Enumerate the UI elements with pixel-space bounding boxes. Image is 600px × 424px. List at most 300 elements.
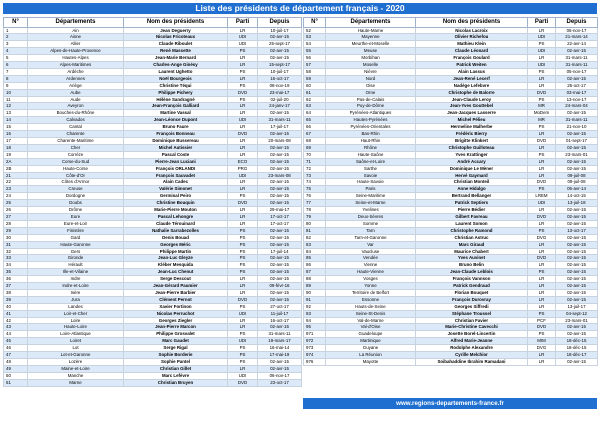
cell-num: 71 [304,158,326,165]
cell-parti: PS [528,124,556,131]
cell-president: Patrick Gendraud [416,283,528,290]
cell-parti: LR [228,27,258,34]
cell-president: Maurice Chabert [416,248,528,255]
cell-departement: Vosges [326,276,416,283]
cell-departement: Maine-et-Loire [28,365,124,372]
cell-president: Jean-Gérard Paumier [124,283,228,290]
cell-num: 92 [304,303,326,310]
cell-depuis: 03-mai-17 [556,89,598,96]
table-row [304,324,598,331]
cell-departement: Hauts-de-Seine [326,303,416,310]
cell-depuis: 02-avr-15 [258,200,302,207]
cell-departement: Haute-Loire [28,324,124,331]
cell-depuis: 25-sept-17 [258,41,302,48]
cell-president: Christophe Ramond [416,227,528,234]
cell-depuis: 09-juil-08 [556,172,598,179]
cell-depuis: 02-avr-15 [556,48,598,55]
cell-president: Jean Deguerry [124,27,228,34]
cell-parti: UDI [228,41,258,48]
cell-num: 88 [304,276,326,283]
cell-depuis: 02-avr-15 [258,48,302,55]
cell-parti: UDI [228,338,258,345]
cell-depuis: 05-avr-14 [556,186,598,193]
cell-departement: Yvelines [326,207,416,214]
cell-parti: PS [228,352,258,359]
cell-departement: Seine-St-Denis [326,310,416,317]
cell-num: 75 [304,186,326,193]
cell-parti: PS [228,262,258,269]
table-row [304,158,598,165]
table-row [4,352,302,359]
table-row [304,310,598,317]
cell-depuis: 13-juil-17 [556,303,598,310]
cell-depuis: 23-mars-01 [556,151,598,158]
cell-departement: Martinique [326,338,416,345]
cell-num: 14 [4,117,28,124]
table-row [4,62,302,69]
cell-depuis: 16-mai-14 [258,345,302,352]
cell-num: 22 [4,179,28,186]
cell-president: Olivier Richefou [416,34,528,41]
cell-depuis: 02-avr-15 [556,234,598,241]
cell-parti: PS [228,48,258,55]
cell-departement: Paris [326,186,416,193]
table-row [4,75,302,82]
cell-depuis: 17-oct-17 [258,220,302,227]
cell-president: Philippe Martin [124,248,228,255]
cell-parti: LR [228,103,258,110]
cell-num: 81 [304,227,326,234]
cell-parti: LR [528,158,556,165]
table-row [304,138,598,145]
cell-depuis: 14-oct-15 [556,193,598,200]
table-row [4,172,302,179]
cell-parti: LR [528,283,556,290]
cell-president: Jean-François Galliard [124,103,228,110]
cell-num: 27 [4,213,28,220]
cell-num: 37 [4,283,28,290]
cell-departement: Isère [28,289,124,296]
cell-num: 84 [304,248,326,255]
cell-depuis: 31-mars-11 [258,117,302,124]
cell-parti: LR [528,55,556,62]
cell-depuis: 24-mars-04 [556,103,598,110]
cell-departement: Lozère [28,359,124,366]
cell-departement: Morbihan [326,55,416,62]
cell-num: 974 [304,352,326,359]
cell-departement: Val-de-Marne [326,317,416,324]
cell-parti: MR [528,103,556,110]
cell-president: Laurent Ughetto [124,68,228,75]
cell-departement: Hérault [28,262,124,269]
cell-president: Christian Astruc [416,234,528,241]
table-row [4,372,302,379]
cell-parti: UDI [528,200,556,207]
cell-num: 93 [304,310,326,317]
cell-parti: UDI [528,62,556,69]
cell-num: 73 [304,172,326,179]
cell-departement: Allier [28,41,124,48]
cell-parti: LR [528,303,556,310]
cell-president: Claude Térouinard [124,220,228,227]
cell-departement: Vendée [326,255,416,262]
cell-num: 6 [4,62,28,69]
cell-departement: Lot-et-Garonne [28,352,124,359]
cell-num: 25 [4,200,28,207]
cell-num: 24 [4,193,28,200]
cell-depuis: 02-avr-15 [258,234,302,241]
cell-parti: LR [528,248,556,255]
cell-parti: PS [228,248,258,255]
cell-departement: Cher [28,144,124,151]
cell-num: 29 [4,227,28,234]
cell-president: Gilbert Favreau [416,213,528,220]
cell-num: 11 [4,96,28,103]
cell-departement: Haute-Garonne [28,241,124,248]
cell-departement: Seine-et-Marne [326,200,416,207]
cell-num: 80 [304,220,326,227]
cell-depuis: 18-déc-15 [556,345,598,352]
table-row [304,151,598,158]
table-row [4,124,302,131]
cell-depuis: 02-avr-15 [258,110,302,117]
cell-parti: LR [528,296,556,303]
cell-president: Xavier Fortinon [124,303,228,310]
table-row [4,331,302,338]
table-row [304,359,598,366]
cell-president: Bruno Belin [416,262,528,269]
cell-departement: Ardennes [28,75,124,82]
cell-depuis: 24-janv-17 [258,103,302,110]
cell-num: 2 [4,34,28,41]
cell-num: 94 [304,317,326,324]
table-row [304,124,598,131]
cell-depuis: 02-avr-15 [556,269,598,276]
table-row [4,193,302,200]
cell-president: Yves Auvinet [416,255,528,262]
cell-president: Hélène Sandragné [124,96,228,103]
cell-president: Jean-Yves Gouttebel [416,103,528,110]
cell-depuis: 02-avr-15 [556,213,598,220]
cell-depuis: 02-avr-15 [556,331,598,338]
cell-president: Georges Méric [124,241,228,248]
cell-president: Jean-Marie Bernard [124,55,228,62]
cell-parti: LR [528,172,556,179]
cell-num: 66 [304,124,326,131]
cell-president: Josette Borel-Lincertin [416,331,528,338]
cell-num: 976 [304,359,326,366]
header-departement: Départements [326,18,416,28]
cell-parti: PS [528,227,556,234]
cell-president: Patrick Weiten [416,62,528,69]
cell-parti: LR [528,207,556,214]
header-parti: Parti [228,18,258,28]
cell-president: François Vannson [416,276,528,283]
cell-parti: LR [528,262,556,269]
table-row [4,200,302,207]
cell-departement: Deux-Sèvres [326,213,416,220]
cell-num: 95 [304,324,326,331]
cell-parti: DVD [228,200,258,207]
table-row [4,89,302,96]
table-row [304,331,598,338]
cell-depuis: 09-févr-16 [258,283,302,290]
cell-depuis: 02-avr-15 [258,144,302,151]
table-row [4,213,302,220]
cell-parti: LR [228,276,258,283]
cell-num: 3 [4,41,28,48]
table-row [304,248,598,255]
cell-departement: Yonne [326,283,416,290]
table-row [4,365,302,372]
table-row [304,207,598,214]
cell-num: 72 [304,165,326,172]
cell-parti: PS [228,82,258,89]
cell-president: Anne Hidalgo [416,186,528,193]
cell-departement: Drôme [28,207,124,214]
cell-president: Jean-Luc Chenut [124,269,228,276]
cell-president: Pierre-Jean Luciani [124,158,228,165]
cell-num: 54 [304,41,326,48]
website-link[interactable]: www.regions-departements-france.fr [303,398,597,409]
table-row [4,289,302,296]
table-row [304,68,598,75]
table-row [4,345,302,352]
cell-num: 33 [4,255,28,262]
cell-parti: DVD [528,324,556,331]
cell-departement: Dordogne [28,193,124,200]
table-row [304,317,598,324]
cell-departement: Doubs [28,200,124,207]
table-row [4,179,302,186]
cell-num: 82 [304,234,326,241]
cell-num: 10 [4,89,28,96]
cell-president: Brigitte Klinkert [416,138,528,145]
cell-president: Christian Bruyen [124,379,228,386]
cell-parti: LR [228,110,258,117]
cell-departement: Hautes-Alpes [28,55,124,62]
cell-departement: Guyane [326,345,416,352]
cell-num: 52 [304,27,326,34]
cell-parti: DVD [228,296,258,303]
cell-departement: Côtes d'Armor [28,179,124,186]
cell-depuis: 20-mars-08 [258,138,302,145]
cell-depuis: 17-juil-14 [258,248,302,255]
cell-parti: PS [228,331,258,338]
table-row [304,144,598,151]
cell-num: 53 [304,34,326,41]
cell-num: 971 [304,331,326,338]
cell-depuis: 13-nov-17 [556,96,598,103]
cell-departement: Aude [28,96,124,103]
cell-depuis: 02-avr-15 [258,269,302,276]
table-row [4,255,302,262]
cell-depuis: 06-nov-17 [556,27,598,34]
table-row [4,234,302,241]
table-row [304,227,598,234]
cell-num: 49 [4,365,28,372]
cell-departement: Saône-et-Loire [326,158,416,165]
cell-num: 60 [304,82,326,89]
cell-president: Michel Autissier [124,144,228,151]
cell-parti: LR [228,365,258,372]
cell-parti: UDI [228,34,258,41]
cell-president: Cyrille Melchior [416,352,528,359]
table-row [304,352,598,359]
cell-parti: LR [228,220,258,227]
cell-parti: LR [528,165,556,172]
cell-parti: PS [228,227,258,234]
cell-depuis: 31-mars-11 [556,117,598,124]
cell-parti: PS [228,68,258,75]
cell-president: Christian Gillet [124,365,228,372]
header-parti: Parti [528,18,556,28]
cell-parti: UDI [228,172,258,179]
cell-president: Hervé Gaymard [416,172,528,179]
cell-num: 44 [4,331,28,338]
cell-departement: Var [326,241,416,248]
cell-num: 13 [4,110,28,117]
table-row [4,359,302,366]
cell-parti: DVD [228,89,258,96]
cell-num: 42 [4,317,28,324]
cell-departement: Loire [28,317,124,324]
cell-depuis: 02-avr-15 [258,186,302,193]
cell-num: 17 [4,138,28,145]
cell-president: Jean-Jacques Lasserre [416,110,528,117]
cell-depuis: 23-mars-01 [556,317,598,324]
cell-parti: DVD [528,138,556,145]
cell-president: Marie-Christine Cavecchi [416,324,528,331]
cell-depuis: 02-avr-15 [258,55,302,62]
table-row [304,262,598,269]
cell-parti: DVD [528,213,556,220]
table-row [4,324,302,331]
cell-num: 69 [304,144,326,151]
cell-depuis: 23-mai-17 [258,89,302,96]
table-row [4,138,302,145]
cell-depuis: 06-nov-17 [258,372,302,379]
cell-num: 65 [304,117,326,124]
cell-depuis: 02-avr-15 [258,165,302,172]
table-row [304,131,598,138]
cell-num: 972 [304,338,326,345]
table-row [304,179,598,186]
cell-depuis: 13-oct-17 [556,227,598,234]
table-row [4,34,302,41]
cell-departement: Sarthe [326,165,416,172]
cell-president: Pierre Bédier [416,207,528,214]
cell-depuis: 02-avr-15 [556,359,598,366]
table-row [304,241,598,248]
cell-departement: La Réunion [326,352,416,359]
cell-parti: DVD [528,89,556,96]
cell-president: François Bonneau [124,131,228,138]
table-row [4,144,302,151]
cell-president: Valérie Simonet [124,186,228,193]
cell-president: Alain Lassus [416,68,528,75]
cell-depuis: 15-sept-17 [258,62,302,69]
cell-parti: LR [528,75,556,82]
cell-depuis: 17-oct-17 [258,213,302,220]
cell-depuis: 23-mars-08 [258,172,302,179]
cell-departement: Bouches-du-Rhône [28,110,124,117]
cell-depuis: 02-avr-15 [258,255,302,262]
cell-parti: DVG [528,345,556,352]
table-row [304,289,598,296]
cell-depuis: 17-mai-19 [258,352,302,359]
cell-num: 47 [4,352,28,359]
cell-parti: PS [228,359,258,366]
cell-president: Frédéric Bierry [416,131,528,138]
table-row [4,262,302,269]
table-row [4,48,302,55]
table-row [304,296,598,303]
cell-num: 35 [4,269,28,276]
cell-parti: PS [528,186,556,193]
cell-departement: Gard [28,234,124,241]
cell-num: 45 [4,338,28,345]
presidents-table-right [303,17,598,366]
cell-departement: Savoie [326,172,416,179]
cell-president: Nathalie Sarrabezolles [124,227,228,234]
cell-parti: LR [228,151,258,158]
cell-departement: Tarn [326,227,416,234]
table-row [304,110,598,117]
cell-parti: LR [528,276,556,283]
cell-president: Marc Lefèvre [124,372,228,379]
cell-departement: Mayenne [326,34,416,41]
cell-president: Jean-Claude Leroy [416,96,528,103]
cell-president: Serge Descout [124,276,228,283]
cell-parti: LR [228,179,258,186]
cell-depuis: 02-avr-15 [556,289,598,296]
table-row [304,117,598,124]
table-row [4,269,302,276]
cell-parti: PCF [528,317,556,324]
cell-parti: LR [228,144,258,151]
cell-depuis: 02-avr-15 [556,255,598,262]
cell-president: François Durovray [416,296,528,303]
cell-depuis: 02-avr-15 [258,289,302,296]
table-row [304,213,598,220]
cell-parti: MR [528,117,556,124]
cell-num: 57 [304,62,326,69]
cell-depuis: 02-avr-15 [556,131,598,138]
cell-president: François Goulard [416,55,528,62]
table-row [304,234,598,241]
cell-president: Georges Ziegler [124,317,228,324]
table-row [304,89,598,96]
cell-departement: Cantal [28,124,124,131]
cell-parti: PS [228,193,258,200]
cell-departement: Haute-Vienne [326,269,416,276]
cell-depuis: 18-déc-17 [556,352,598,359]
cell-num: 973 [304,345,326,352]
cell-president: Philippe Grosvalet [124,331,228,338]
cell-departement: Pas-de-Calais [326,96,416,103]
cell-departement: Haute-Corse [28,165,124,172]
cell-president: Claude Léonard [416,48,528,55]
cell-parti: PS [528,269,556,276]
cell-num: 51 [4,379,28,386]
table-row [304,283,598,290]
cell-num: 16 [4,131,28,138]
cell-departement: Tarn-et-Garonne [326,234,416,241]
cell-parti: LR [228,213,258,220]
cell-president: Pascal Coste [124,151,228,158]
cell-num: 91 [304,296,326,303]
